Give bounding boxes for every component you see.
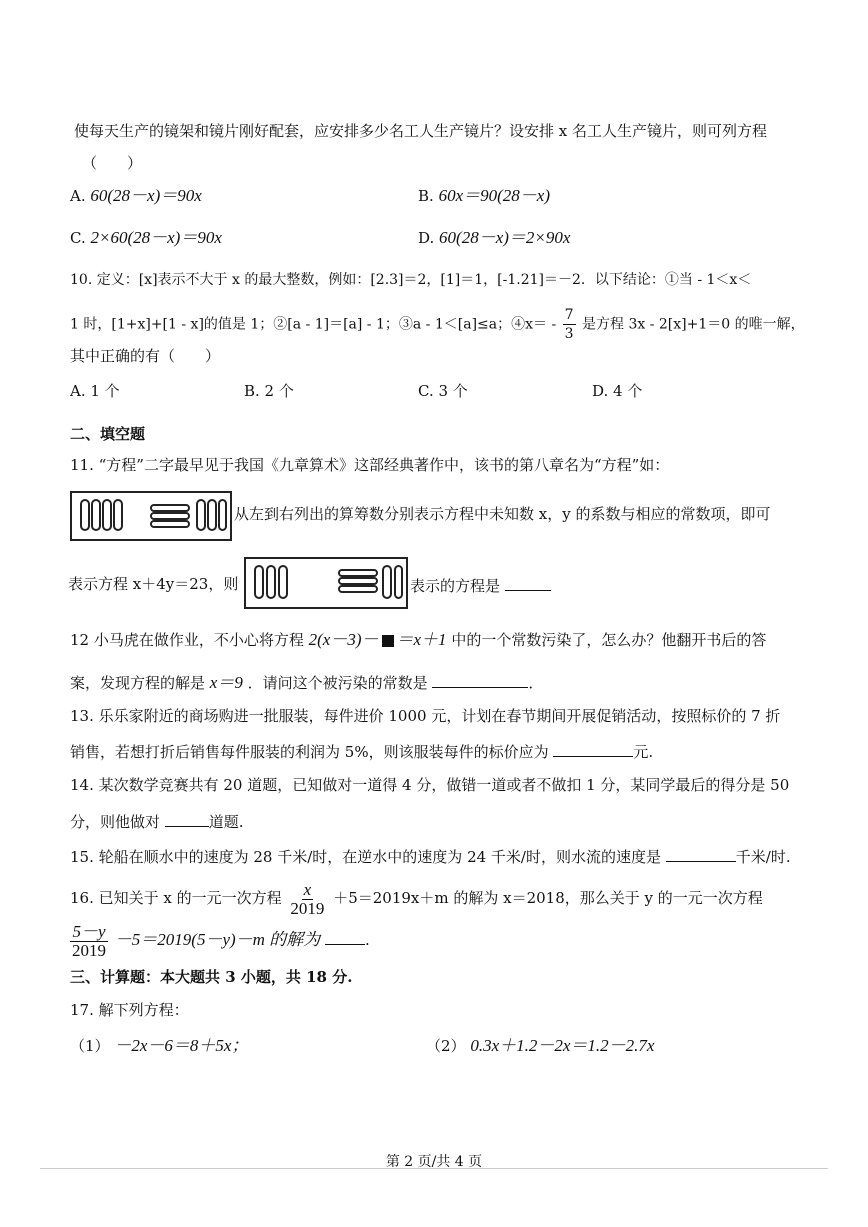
option-expression: 60(28－x)＝2×90x — [439, 228, 571, 247]
fraction-numerator: 5－y — [72, 921, 106, 941]
q12-line1 — [70, 630, 766, 650]
q10-option-a: A. 1 个 — [70, 382, 120, 400]
answer-blank — [666, 845, 736, 862]
q14-unit: 道题. — [208, 813, 244, 831]
q13-line1: 13. 乐乐家附近的商场购进一批服装，每件进价 1000 元，计划在春节期间开展促销活动，按照标价的 7 折 — [70, 707, 781, 725]
q14-line2-text: 分，则他做对 — [70, 813, 161, 831]
solution-expression: x＝9 — [209, 673, 243, 692]
counting-rods-question — [244, 557, 408, 609]
q9-answer-bracket: （ ） — [82, 154, 143, 172]
q12-line2 — [70, 671, 543, 693]
option-label: A. — [70, 187, 86, 205]
part-label: （2） — [426, 1037, 466, 1055]
q10-line2 — [70, 306, 805, 343]
q17-part2 — [426, 1036, 654, 1056]
q10-option-b: B. 2 个 — [244, 382, 294, 400]
q13-line2 — [70, 740, 653, 762]
fraction-denominator: 3 — [564, 326, 574, 342]
answer-blank — [432, 671, 528, 688]
q10-line2-text-b: 是方程 3x - 2[x]+1＝0 的唯一解， — [582, 316, 805, 333]
horizontal-rod — [338, 577, 378, 585]
q16-line1-text: 16. 已知关于 x 的一元一次方程 — [70, 889, 282, 907]
q10-line3: 其中正确的有（ ） — [70, 347, 221, 365]
horizontal-rod — [150, 504, 190, 512]
fraction-5-minus-y-over-2019 — [70, 923, 108, 960]
answer-blank — [505, 574, 551, 591]
q15-unit: 千米/时. — [735, 848, 791, 866]
q17-title: 17. 解下列方程： — [70, 1001, 189, 1019]
vertical-rod — [207, 499, 217, 531]
page-footer: 第 2 页/共 4 页 — [385, 1154, 483, 1170]
q9-option-b — [418, 186, 550, 206]
q15-line — [70, 845, 791, 867]
option-expression: 60(28－x)＝90x — [90, 186, 202, 205]
q11-line3-text: 表示的方程是 — [410, 577, 501, 595]
section-title-calculation: 三、计算题：本大题共 3 小题，共 18 分. — [70, 968, 353, 986]
q17-part1 — [70, 1036, 248, 1056]
q16-period: . — [364, 931, 370, 949]
q15-text: 15. 轮船在顺水中的速度为 28 千米/时，在逆水中的速度为 24 千米/时，则水流的速度是 — [70, 848, 661, 866]
q14-line1: 14. 某次数学竞赛共有 20 道题，已知做对一道得 4 分，做错一道或者不做扣 1 分，某同学最后的得分是 50 — [70, 776, 790, 794]
q16-line1-text-b: ＋5＝2019x＋m 的解为 x＝2018，那么关于 y 的一元一次方程 — [333, 889, 763, 907]
vertical-rod — [394, 565, 403, 599]
answer-blank — [325, 928, 365, 945]
q16-line1 — [70, 880, 763, 918]
q13-line2-text: 销售，若想打折后销售每件服装的利润为 5%，则该服装每件的标价应为 — [70, 743, 549, 761]
q10-line1: 10. 定义：[x]表示不大于 x 的最大整数，例如：[2.3]＝2，[1]＝1，[-1.21]＝－2．以下结论：①当 - 1＜x＜ — [70, 272, 752, 288]
q12-period: ． — [528, 674, 544, 692]
q16-equation: －5＝2019(5－y)－m 的解为 — [114, 930, 321, 949]
equation: 0.3x＋1.2－2x＝1.2－2.7x — [470, 1036, 655, 1055]
fraction-denominator: 2019 — [290, 898, 325, 918]
q9-option-c — [70, 228, 222, 248]
answer-blank — [553, 740, 633, 757]
vertical-rod — [382, 565, 392, 599]
q12-line1-text-b: 中的一个常数污染了，怎么办？他翻开书后的答 — [451, 631, 767, 649]
fraction-x-over-2019 — [288, 881, 326, 918]
option-label: C. — [70, 229, 86, 247]
horizontal-rod — [338, 585, 378, 593]
q9-option-a — [70, 186, 202, 206]
vertical-rod — [80, 499, 90, 531]
option-label: D. — [418, 229, 435, 247]
vertical-rod — [218, 499, 227, 531]
q11-line2: 从左到右列出的算筹数分别表示方程中未知数 x，y 的系数与相应的常数项，即可 — [234, 505, 771, 523]
horizontal-rod — [150, 512, 190, 520]
fraction-denominator: 2019 — [72, 940, 106, 960]
vertical-rod — [266, 565, 276, 599]
option-label: B. — [418, 187, 434, 205]
answer-blank — [165, 810, 209, 827]
option-expression: 2×60(28－x)＝90x — [90, 228, 222, 247]
q12-line1-text: 12 小马虎在做作业，不小心将方程 — [70, 631, 304, 649]
q9-option-d — [418, 228, 570, 248]
fraction-numerator: x — [303, 879, 312, 899]
fraction-seven-thirds — [563, 306, 576, 343]
section-title-fill-in: 二、填空题 — [70, 425, 146, 443]
q13-unit: 元. — [633, 743, 654, 761]
horizontal-rod — [338, 569, 378, 577]
equation-right: ＝x＋1 — [396, 630, 447, 649]
q10-line2-text: 1 时，[1+x]+[1 - x]的值是 1；②[a - 1]＝[a] - 1；③a - 1＜[a]≤a；④x＝ - — [70, 316, 557, 333]
vertical-rod — [102, 499, 112, 531]
horizontal-rod — [150, 520, 190, 528]
q16-line2 — [68, 922, 370, 960]
q10-option-c: C. 3 个 — [418, 382, 468, 400]
vertical-rod — [91, 499, 101, 531]
q10-option-d: D. 4 个 — [592, 382, 643, 400]
counting-rods-example — [70, 491, 232, 541]
equation-left: 2(x－3)－ — [308, 630, 379, 649]
vertical-rod — [196, 499, 206, 531]
q11-line3-b — [410, 574, 551, 596]
vertical-rod — [113, 499, 123, 531]
q11-line1: 11. “方程”二字最早见于我国《九章算术》这部经典著作中，该书的第八章名为“方程”如： — [70, 456, 670, 474]
vertical-rod — [278, 565, 288, 599]
vertical-rod — [254, 565, 264, 599]
q12-line2-text-b: ．请问这个被污染的常数是 — [247, 674, 428, 692]
part-label: （1） — [70, 1037, 110, 1055]
ink-blot-icon — [382, 635, 394, 647]
q11-line3-a: 表示方程 x＋4y＝23，则 — [68, 575, 239, 593]
equation: －2x－6＝8＋5x； — [114, 1036, 249, 1055]
q12-line2-text: 案，发现方程的解是 — [70, 674, 206, 692]
option-expression: 60x＝90(28－x) — [438, 186, 550, 205]
q9-stem: 使每天生产的镜架和镜片刚好配套，应安排多少名工人生产镜片？设安排 x 名工人生产镜片，则可列方程 — [74, 122, 768, 140]
fraction-numerator: 7 — [564, 307, 574, 323]
q14-line2 — [70, 810, 244, 832]
